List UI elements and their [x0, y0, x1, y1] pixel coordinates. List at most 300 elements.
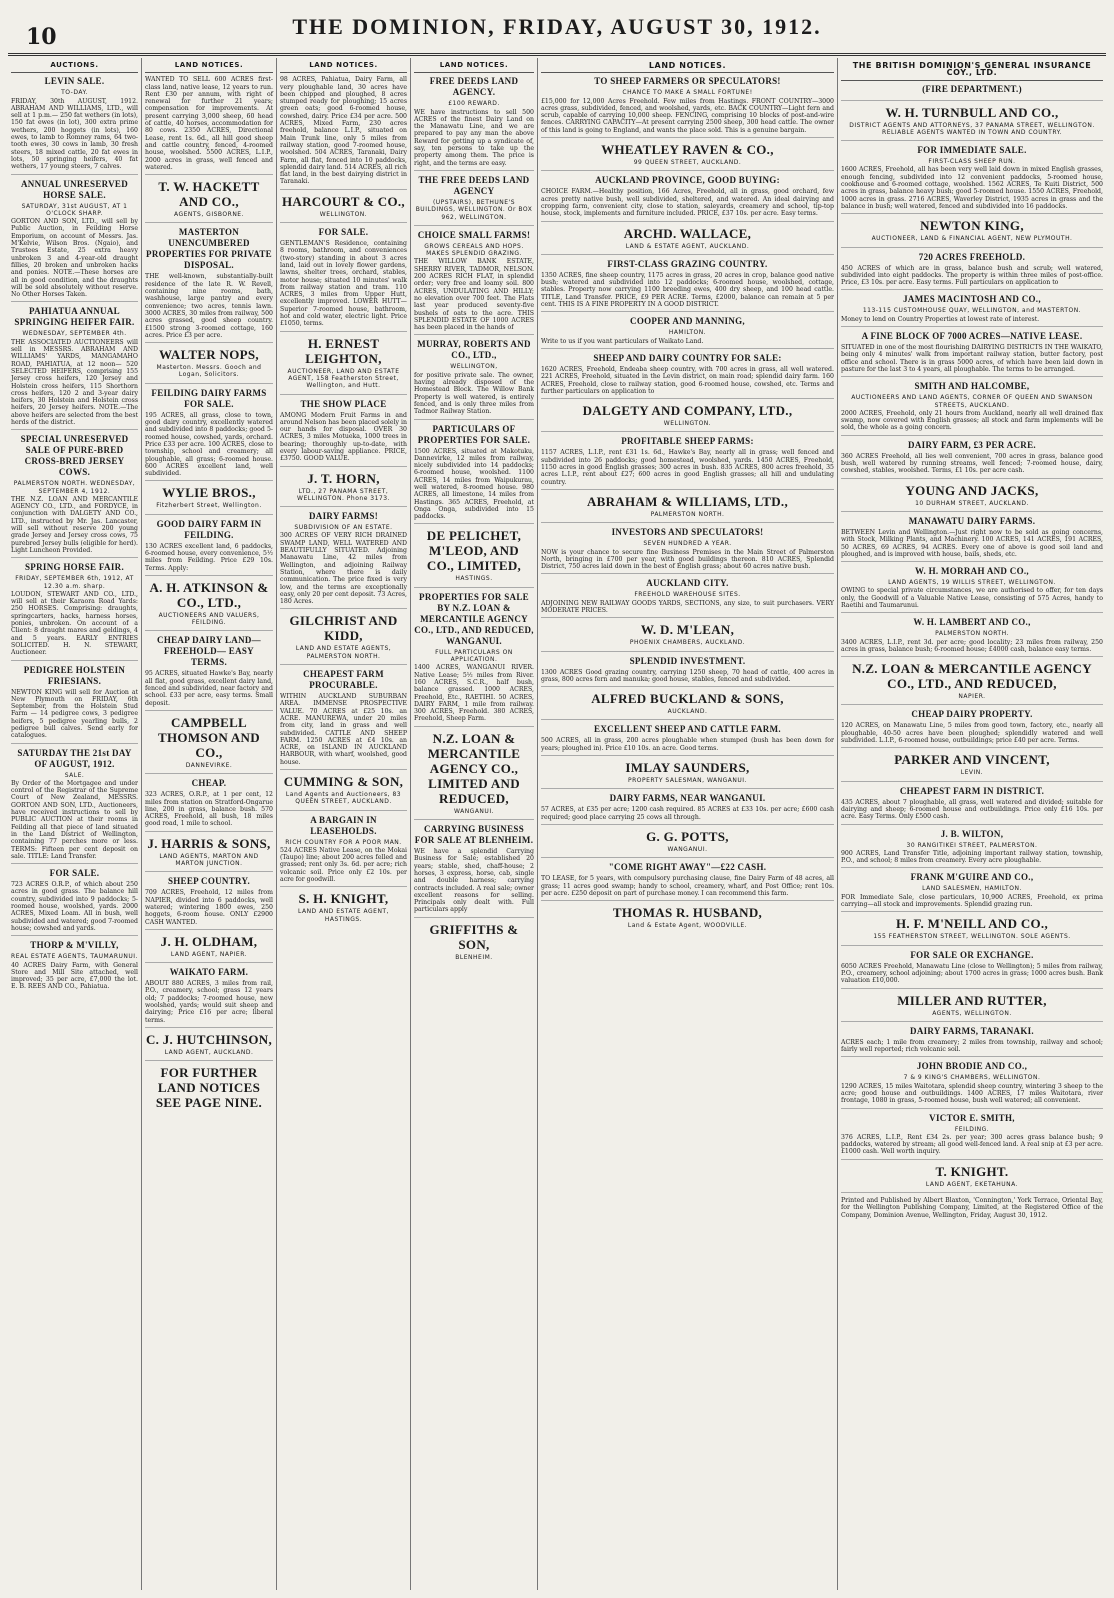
advertisement-block: [145, 1065, 273, 1115]
advertisement-title: WAIKATO FARM.: [169, 967, 249, 978]
advertisement-text: 3400 ACRES, L.I.P., rent 3d. per acre; good locality; 23 miles from railway, 250 acres in grass, balance bush; 6-roomed house; £4000 cash, balance easy terms.: [841, 638, 1103, 653]
advertisement-text: By Order of the Mortgagee and under control of the Registrar of the Supreme Court of New Zealand, MESSRS. GORTON AND SON, LTD., Auctioneers, have received instructions to sell by PUBLIC AUCTION at their rooms in Feilding all that piece of land situated in the Land District of Wellington, containing 77 perches more or less. TERMS: Fifteen per cent deposit on sale. TITLE: Land Transfer.: [11, 779, 138, 860]
advertisement-text: OWING to special private circumstances, we are authorised to offer, for ten days only, the Goodwill of a Valuable Native Lease, consisting of 575 Acres, handy to Raetihi and Taumarunui.: [841, 587, 1103, 609]
advertisement-text: GENTLEMAN'S Residence, containing 8 rooms, bathroom, and conveniences (two-story) standing in about 3 acres land, laid out in lovely flower gardens, lawns, shelter trees, orchard, stables, motor house; situated 10 minutes' walk from railway station and tram. 110 ACRES, 3 miles from Upper Hutt, excellently improved. LOWER HUTT—Superior 7-roomed house, bathroom, hot and cold water, electric light. Price £1050, terms.: [280, 240, 407, 328]
advertisement-block: [280, 511, 407, 609]
advertisement-block: [841, 872, 1103, 912]
advertisement-subtitle: DISTRICT AGENTS AND ATTORNEYS, 37 PANAMA STREET, WELLINGTON. RELIABLE AGENTS WANTED IN TOWN AND COUNTRY.: [849, 121, 1095, 136]
advertisement-block: [841, 993, 1103, 1022]
advertisement-block: [541, 862, 834, 901]
advertisement-block: [841, 786, 1103, 825]
advertisement-block: [841, 1061, 1103, 1108]
advertisement-text: 40 ACRES Dairy Farm, with General Store and Mill Site attached, well improved; 35 per acre, £7,000 the lot. E. B. REES AND CO., Pahiatua.: [11, 961, 138, 991]
advertisement-text: NEWTON KING will sell for Auction at New Plymouth on FRIDAY, 6th September, from the Holstein Stud Farm — 14 pedigree cows, 3 pedigree heifers, 5 pedigree yearling bulls, 2 pedigree bull calves. Send early for catalogues.: [11, 688, 138, 740]
advertisement-subtitle: SEVEN HUNDRED A YEAR.: [643, 540, 732, 548]
advertisement-block: [414, 824, 534, 918]
advertisement-title: FIRST-CLASS GRAZING COUNTRY.: [607, 258, 768, 269]
advertisement-subtitle: PALMERSTON NORTH.: [935, 630, 1009, 638]
advertisement-text: £15,000 for 12,000 Acres Freehold. Few miles from Hastings. FRONT COUNTRY—3000 acres grass, subdivided, fenced, and woolshed, yards, etc. BACK COUNTRY—Light fern and scrub, capable of carrying 10,000 sheep. FENCING, comprising 10 blocks of post-and-wire fences. CARRYING CAPACITY—At present carrying 2500 sheep, 300 head cattle. The owner of this land is going to England, and wants the place sold. This is a genuine bargain.: [541, 97, 834, 134]
advertisement-block: [11, 868, 138, 936]
advertisement-text: 376 ACRES, L.I.P., Rent £34 2s. per year; 300 acres grass balance bush; 9 paddocks, watered by stream; all good well-fenced land. A real snip at £3 per acre. £1000 cash. Well worth inquiry.: [841, 1133, 1103, 1156]
advertisement-block: [145, 227, 273, 343]
advertisement-block: [541, 175, 834, 221]
advertisement-text: GORTON AND SON, LTD., will sell by Public Auction, in Feilding Horse Emporium, on account of Messrs. Jas. M'Kelvie, Wilson Bros. (Ngaio), and Trustees Estate, 25 extra heavy unbroken 3 and 4-year-old draught fillies, 20 broken and unbroken hacks and ponies. NOTE.—These horses are all in good condition, and the draughts will be sold absolutely without reserve. No Other Horses Taken.: [11, 218, 138, 299]
advertisement-block: [841, 916, 1103, 945]
advertisement-title: SHEEP AND DAIRY COUNTRY FOR SALE:: [593, 352, 782, 363]
advertisement-text: 1290 ACRES, 15 miles Waitotara, splendid sheep country, wintering 3 sheep to the acre; good house and outbuildings. 1400 ACRES, 17 miles Waitotara, river frontage, 1080 in grass, 5-roomed house, bush well watered; all convenient.: [841, 1082, 1103, 1105]
advertisement-title: W. H. TURNBULL AND CO.,: [885, 104, 1059, 120]
advertisement-subtitle: 155 FEATHERSTON STREET, WELLINGTON. SOLE AGENTS.: [873, 933, 1071, 941]
advertisement-title: FRANK M'GUIRE AND CO.,: [910, 872, 1034, 883]
advertisement-block: [541, 527, 834, 574]
advertisement-text: TO LEASE, for 5 years, with compulsory purchasing clause, fine Dairy Farm of 48 acres, all grass; 11 acres good swamp; handy to school, creamery, wharf, and Post Office; rent 10s. per acre. £250 deposit on part of purchase money. I can recommend this farm.: [541, 875, 834, 897]
advertisement-title: AUCKLAND CITY.: [646, 578, 729, 589]
advertisement-text: NOW is your chance to secure fine Business Premises in the Main Street of Palmerston North, bringing in £700 per year, with good buildings thereon. 810 ACRES, Splendid District, 750 acres laid down in the best of English grass; about 60 acres native bush.: [541, 548, 834, 571]
advertisement-title: SATURDAY THE 21st DAY OF AUGUST, 1912.: [17, 747, 132, 769]
advertisement-title: CAMPBELL THOMSON AND CO.,: [158, 714, 260, 760]
advertisement-text: 709 ACRES, Freehold, 12 miles from NAPIER, divided into 6 paddocks, well watered; wintering 1800 ewes, 250 hoggets, 6-room house. ONLY £2900 CASH WANTED.: [145, 889, 273, 926]
advertisement-text: 300 ACRES OF VERY RICH DRAINED SWAMP LAND, WELL WATERED AND BEAUTIFULLY SITUATED. Adjoining Manawatu Line, 42 miles from Wellington, and adjoining Railway Station, where there is daily communication. The price fixed is very low, and the terms are exceptionally easy, only 20 per cent deposit. 73 Acres, 180 Acres.: [280, 532, 407, 606]
advertisement-subtitle: AUCTIONEER, LAND & FINANCIAL AGENT, NEW PLYMOUTH.: [871, 235, 1073, 243]
advertisement-title: MANAWATU DAIRY FARMS.: [908, 515, 1036, 526]
advertisement-subtitle: £100 REWARD.: [448, 100, 500, 108]
advertisement-block: [414, 230, 534, 336]
advertisement-title: MILLER AND RUTTER,: [897, 992, 1047, 1008]
advertisement-subtitle: 99 QUEEN STREET, AUCKLAND.: [633, 159, 742, 167]
advertisement-title: VICTOR E. SMITH,: [929, 1112, 1015, 1123]
advertisement-title: A FINE BLOCK OF 7000 ACRES—NATIVE LEASE.: [861, 331, 1083, 342]
column-heading: THE BRITISH DOMINION'S GENERAL INSURANCE COY., LTD.: [841, 60, 1103, 81]
advertisement-block: [11, 179, 138, 303]
advertisement-text: SITUATED in one of the most flourishing DAIRYING DISTRICTS IN THE WAIKATO, being only 4 minutes' walk from important railway station, butter factory, post office and school. There is in grass 5000 acres, of which have been laid down in pasture for the last 3 to 4 years, all ploughable. The terms to be arranged.: [841, 344, 1103, 373]
advertisement-text: CHOICE FARM.—Healthy position, 166 Acres, Freehold, all in grass, good orchard, few acres pretty native bush, well subdivided, sheltered, and watered. An ideal dairying and cropping farm, convenient city, close to station, saleyards, creamery and school, tip-top house, stock, implements and furniture included. PRICE, £37 10s. per acre. Easy terms.: [541, 188, 834, 218]
advertisement-block: [280, 891, 407, 927]
advertisement-block: [11, 940, 138, 993]
advertisement-subtitle: WELLINGTON.: [663, 420, 712, 428]
advertisement-text: 130 ACRES excellent land, 6 paddocks, 6-roomed house, every convenience, 5½ miles from Feilding. Price £29 10s. Terms. Apply:: [145, 542, 273, 572]
advertisement-title: SPECIAL UNRESERVED SALE OF PURE-BRED CROSS-BRED JERSEY COWS.: [20, 434, 129, 478]
advertisement-block: [541, 353, 834, 399]
advertisement-title: "COME RIGHT AWAY"—£22 CASH.: [608, 862, 767, 873]
advertisement-block: [11, 434, 138, 558]
advertisement-text: 323 ACRES, O.R.P., at 1 per cent, 12 miles from station on Stratford-Ongarue line, 200 in grass, balance bush. 570 ACRES, Freehold, all bush, 18 miles good road, 1 mile to school.: [145, 791, 273, 828]
advertisement-text: Write to us if you want particulars of Waikato Land.: [541, 337, 704, 345]
advertisement-subtitle: AUCTIONEERS AND VALUERS, FEILDING.: [158, 611, 260, 627]
advertisement-subtitle: SUBDIVISION OF AN ESTATE.: [294, 524, 393, 532]
advertisement-block: [541, 905, 834, 933]
advertisement-text: 1400 ACRES, WANGANUI RIVER. Native Lease; 5½ miles from River. 160 ACRES, S.C.R., half bush, balance grassed. 1000 ACRES, Freehold, Etc., RAETIHI. 50 ACRES, DAIRY FARM, 1 mile from railway. 300 ACRES, Freehold. 380 ACRES, Freehold, Sheep Farm.: [414, 664, 534, 723]
advertisement-subtitle: PHOENIX CHAMBERS, AUCKLAND.: [629, 639, 746, 647]
advertisement-subtitle: REAL ESTATE AGENTS, TAUMARUNUI.: [11, 953, 138, 961]
advertisement-block: [145, 179, 273, 223]
advertisement-subtitle: LAND AGENTS, MARTON AND MARTON JUNCTION.: [159, 852, 259, 868]
advertisement-title: CHOICE SMALL FARMS!: [417, 229, 531, 240]
advertisement-text: WANTED TO SELL 600 ACRES first-class land, native lease, 12 years to run. Rent £30 per annum, with right of renewal for further 21 years; compensation for improvements. At present carrying 3,000 sheep, 60 head of cattle, 40 horses, accommodation for 80 cows. 2350 ACRES, Directional Lease, rent 1s. 6d., all hill good sheep and cattle country, fenced, 4-roomed house, woolshed. 5500 ACRES, L.I.P., 2000 acres in grass, well fenced and watered.: [145, 76, 273, 171]
advertisement-block: [841, 84, 1103, 101]
advertisement-block: [145, 388, 273, 482]
advertisement-title: AUCKLAND PROVINCE, GOOD BUYING:: [595, 175, 780, 186]
advertisement-subtitle: WELLINGTON,: [450, 363, 498, 371]
advertisement-block: [841, 294, 1103, 327]
advertisement-title: N.Z. LOAN & MERCANTILE AGENCY CO., LTD., AND REDUCED,: [852, 661, 1092, 692]
advertisement-title: DALGETY AND COMPANY, LTD.,: [582, 403, 793, 419]
advertisement-text: 1500 ACRES, situated at Makotuku, Dannevirke, 12 miles from railway, nicely subdivided into 14 paddocks; 6-roomed house, woolshed. 1100 ACRES, 14 miles from Waipukurau, well watered, 8-roomed house. 980 ACRES, all limestone, 14 miles from Hastings. 365 ACRES, Freehold, at Onga Onga, subdivided into 15 paddocks.: [414, 447, 534, 521]
advertisement-subtitle: LAND AGENT, AUCKLAND.: [164, 1048, 254, 1056]
advertisement-block: [414, 592, 534, 727]
advertisement-block: [414, 175, 534, 226]
advertisement-title: JOHN BRODIE AND CO.,: [916, 1061, 1028, 1072]
advertisement-text: ADJOINING NEW RAILWAY GOODS YARDS, SECTIONS, any size, to suit purchasers. VERY MODERATE PRICES.: [541, 599, 834, 614]
advertisement-title: CARRYING BUSINESS FOR SALE AT BLENHEIM.: [414, 824, 534, 846]
advertisement-title: INVESTORS AND SPECULATORS!: [611, 527, 764, 538]
advertisement-subtitle: HAMILTON.: [668, 329, 707, 337]
advertisement-text: 1600 ACRES, Freehold, all has been very well laid down in mixed English grasses, enough fencing, subdivided into 12 convenient paddocks, 5-roomed house, cookhouse and 6-roomed cottage, woolshed. 1562 ACRES, Te Kuiti District, 500 acres in grass, balance heavy bush; good 5-roomed house. 1550 ACRES, Freehold, 1000 acres in grass. 2716 ACRES, Waverley District, 1935 acres in grass and the balance in bush; well watered, fenced and subdivided into 16 paddocks.: [841, 166, 1103, 210]
advertisement-title: EXCELLENT SHEEP AND CATTLE FARM.: [594, 724, 781, 735]
advertisement-title: WALTER NOPS,: [159, 347, 259, 363]
advertisement-title: WYLIE BROS.,: [162, 485, 256, 501]
advertisement-title: T. W. HACKETT AND CO.,: [158, 179, 260, 210]
advertisement-title: W. D. M'LEAN,: [640, 622, 735, 638]
column-heading: LAND NOTICES.: [541, 60, 834, 73]
advertisement-title: SMITH AND HALCOMBE,: [914, 381, 1030, 392]
advertisement-block: [841, 105, 1103, 142]
advertisement-block: [841, 331, 1103, 377]
advertisement-subtitle: WANGANUI.: [667, 845, 708, 853]
advertisement-block: [414, 339, 534, 419]
advertisement-title: H. F. M'NEILL AND CO.,: [895, 916, 1049, 932]
advertisement-block: [541, 724, 834, 756]
advertisement-block: [841, 829, 1103, 869]
advertisement-title: CHEAP DAIRY LAND—FREEHOLD— EASY TERMS.: [157, 635, 261, 668]
advertisement-block: [280, 76, 407, 189]
advertisement-subtitle: SATURDAY, 31st AUGUST, AT 1 O'CLOCK SHARP.: [21, 202, 128, 217]
advertisement-title: J. T. HORN,: [307, 470, 380, 486]
advertisement-block: [145, 347, 273, 384]
advertisement-title: ANNUAL UNRESERVED HORSE SALE.: [20, 178, 129, 200]
advertisement-text: 195 ACRES, all grass, close to town, good dairy country, excellently watered and subdivided into 8 paddocks; good 5-roomed house, cowshed, yards, orchard. Price £33 per acre. 100 ACRES, close to township, school and creamery; all ploughable, all grass; 6-roomed house. 600 ACRES excellent land, well subdivided.: [145, 411, 273, 478]
advertisement-title: YOUNG AND JACKS,: [905, 482, 1039, 498]
advertisement-title: IMLAY SAUNDERS,: [625, 760, 750, 776]
advertisement-subtitle: DANNEVIRKE.: [185, 761, 233, 769]
advertisement-subtitle: AGENTS, WELLINGTON.: [932, 1009, 1012, 1017]
advertisement-block: [145, 519, 273, 576]
advertisement-subtitle: LAND AGENTS, 19 WILLIS STREET, WELLINGTON.: [888, 579, 1056, 587]
advertisement-subtitle: WANGANUI.: [453, 807, 494, 815]
advertisement-text: 120 ACRES, on Manawatu Line, 5 miles from good town, factory, etc., nearly all ploughable, 40-50 acres have been ploughed; splendidly watered and well subdivided. L.I.P., 6-roomed house, outbuildings; price £40 per acre. Terms.: [841, 722, 1103, 745]
advertisement-title: THE SHOW PLACE: [300, 398, 387, 409]
advertisement-block: [145, 715, 273, 774]
advertisement-title: DAIRY FARMS, TARANAKI.: [910, 1025, 1034, 1036]
advertisement-title: ALFRED BUCKLAND & SONS,: [591, 691, 784, 707]
advertisement-subtitle: LAND SALESMEN, HAMILTON.: [922, 885, 1022, 893]
advertisement-block: [280, 815, 407, 888]
advertisement-title: GILCHRIST AND KIDD,: [289, 613, 398, 644]
advertisement-text: THE well-known, substantially-built residence of the late R. W. Revell, containing nine rooms, bath, washhouse, large pantry and every convenience; two acres, tennis lawn. 3000 ACRES, 30 miles from railway, 500 acres grassed, good sheep country. £1500 strong 3-roomed cottage, 160 acres. Price £3 per acre.: [145, 273, 273, 339]
advertisement-block: [841, 1113, 1103, 1160]
advertisement-block: [280, 194, 407, 223]
advertisement-block: [841, 617, 1103, 657]
advertisement-title: TO SHEEP FARMERS OR SPECULATORS!: [594, 76, 781, 87]
column-auctions: [8, 58, 142, 1590]
advertisement-subtitle: SALE.: [64, 771, 85, 779]
advertisement-subtitle: AUCKLAND.: [667, 708, 708, 716]
advertisement-subtitle: LEVIN.: [960, 769, 984, 777]
advertisement-subtitle: 10 DURHAM STREET, AUCKLAND.: [915, 499, 1029, 507]
advertisement-text: 723 ACRES O.R.P., of which about 250 acres in good grass. The balance hill country, subdivided into 9 paddocks; 5-roomed house, woolshed, yards. 2000 ACRES, Mixed Loam. All in bush, well subdivided and watered; good 7-roomed house; cowshed and yards.: [11, 881, 138, 932]
advertisement-text: LOUDON, STEWART AND CO., LTD., will sell at their Karaora Road Yards: 250 HORSES. Comprising: draughts, springcarters, hacks, harness horses, ponies, unbroken. On account of a Client: 8 draught mares and geldings, 4 and 5 years. EARLY ENTRIES SOLICITED. H. N. STEWART, Auctioneer.: [11, 590, 138, 657]
advertisement-block: [280, 613, 407, 665]
advertisement-title: FREE DEEDS LAND AGENCY.: [429, 76, 519, 98]
advertisement-text: 450 ACRES of which are in grass, balance bush and scrub; well watered, subdivided into eight paddocks. The property is within three miles of post-office. Price, £3 10s. per acre. Easy terms. Full particulars on application to: [841, 264, 1103, 287]
advertisement-subtitle: 7 & 9 KING'S CHAMBERS, WELLINGTON.: [903, 1074, 1041, 1082]
advertisement-block: [841, 566, 1103, 613]
column-land-notices-3: [411, 58, 538, 1590]
advertisement-subtitle: WEDNESDAY, SEPTEMBER 4th.: [22, 330, 127, 338]
advertisement-subtitle: Fitzherbert Street, Wellington.: [156, 502, 262, 510]
advertisement-text: WE have instructions to sell 500 ACRES of the finest Dairy Land on the Manawatu Line, and we are prepared to pay any man the above Reward for getting up a syndicate of, say, ten persons to take up the property among them. The price is right, and the terms are easy.: [414, 108, 534, 167]
advertisement-block: [280, 669, 407, 770]
advertisement-title: PROFITABLE SHEEP FARMS:: [621, 436, 754, 447]
advertisement-title: H. ERNEST LEIGHTON,: [305, 335, 382, 366]
advertisement-text: 1157 ACRES, L.I.P., rent £31 1s. 6d., Hawke's Bay, nearly all in grass; well fenced and subdivided into 26 paddocks; good homestead, woolshed, yards. 1450 ACRES, Freehold, 1150 acres in good English grasses; 300 acres in bush. 835 ACRES, 800 acres freehold, 35 acres L.I.P., rent about £27; 600 acres in good English grasses; all hill and undulating country.: [541, 449, 834, 486]
advertisement-title: CHEAPEST FARM PROCURABLE.: [303, 669, 384, 691]
advertisement-block: [145, 580, 273, 632]
advertisement-block: [541, 691, 834, 720]
advertisement-title: DE PELICHET, M'LEOD, AND CO., LIMITED,: [426, 528, 522, 574]
advertisement-title: NEWTON KING,: [920, 218, 1024, 234]
advertisement-block: [541, 403, 834, 432]
advertisement-title: LEVIN SALE.: [44, 76, 105, 87]
advertisement-block: [841, 516, 1103, 562]
advertisement-text: WITHIN AUCKLAND SUBURBAN AREA. IMMENSE PROSPECTIVE VALUE. 70 ACRES at £25 10s. an ACRE. MANUREWA, under 20 miles from city, land in grass and well subdivided. CATTLE AND SHEEP FARM. 1250 ACRES at £4 10s. an ACRE, on ISLAND IN AUCKLAND HARBOUR, with wharf, woolshed, good house.: [280, 693, 407, 766]
advertisement-title: CHEAPEST FARM IN DISTRICT.: [899, 785, 1045, 796]
advertisement-subtitle: RICH COUNTRY FOR A POOR MAN.: [285, 838, 402, 846]
advertisement-title: FOR SALE.: [49, 868, 100, 879]
advertisement-title: DAIRY FARMS, NEAR WANGANUI.: [609, 793, 766, 804]
advertisement-block: [541, 76, 834, 138]
advertisement-text: 524 ACRES Native Lease, on the Mokai (Taupo) line; about 200 acres felled and grassed; rent only 3s. 6d. per acre; rich volcanic soil. Price only £2 10s. per acre for goodwill.: [280, 846, 407, 884]
advertisement-title: PARKER AND VINCENT,: [894, 752, 1050, 768]
advertisement-title: A. H. ATKINSON & CO., LTD.,: [149, 579, 269, 610]
advertisement-text: 57 ACRES, at £35 per acre; 1200 cash required. 85 ACRES at £33 10s. per acre; £600 cash required; good place carrying 25 cows all through.: [541, 806, 834, 821]
advertisement-text: 1350 ACRES, fine sheep country, 1175 acres in grass, 20 acres in crop, balance good native bush; watered and subdivided into 12 paddocks; 6-roomed house, woolshed, cottage, stables. Property now carrying 1100 breeding ewes, 400 dry sheep, and 100 head cattle. TITLE, Land Transfer. PRICE, £9 PER ACRE. Terms, £2000, balance can remain at 5 per cent. THIS IS A FINE PROPERTY IN A GOOD DISTRICT.: [541, 271, 834, 309]
advertisement-block: [841, 440, 1103, 479]
advertisement-subtitle: Masterton. Messrs. Gooch and Logan, Solicitors.: [156, 364, 262, 379]
column-land-notices-2: [277, 58, 411, 1590]
advertisement-block: [541, 494, 834, 523]
advertisement-block: [841, 950, 1103, 989]
advertisement-subtitle: TO-DAY.: [61, 89, 88, 97]
advertisement-text: THE N.Z. LOAN AND MERCANTILE AGENCY CO., LTD., and FORDYCE, in conjunction with DALGETY AND CO., LTD., instructed by Mr. Jas. Lancaster, will sell without reserve 200 young grade Jersey and Jersey cross cows, 75 purebred Jersey bulls (eligible for herd). Light Luncheon Provided.: [11, 495, 138, 554]
column-heading: LAND NOTICES.: [145, 60, 273, 73]
columns-container: [8, 58, 1106, 1590]
advertisement-text: FOR Immediate Sale, close particulars, 10,900 ACRES, Freehold, ex prima carrying—all stock and improvements. Splendid grazing run.: [841, 893, 1103, 909]
advertisement-title: GRIFFITHS & SON,: [429, 921, 519, 952]
advertisement-block: [280, 399, 407, 467]
advertisement-block: [414, 528, 534, 587]
advertisement-text: THE WILLOW BANK ESTATE, SHERRY RIVER, TADMOR, NELSON. 200 ACRES RICH FLAT, in splendid order; very free and loamy soil. 800 ACRES, UNDULATING AND HILLY; no elevation over 700 feet. The Flats last year produced seventy-five bushels of oats to the acre. THIS SPLENDID ESTATE OF 1000 ACRES has been placed in the hands of: [414, 258, 534, 332]
advertisement-block: [145, 635, 273, 710]
advertisement-block: [841, 709, 1103, 748]
advertisement-block: [11, 306, 138, 430]
advertisement-title: G. G. POTTS,: [646, 828, 729, 844]
advertisement-text: 435 ACRES, about 7 ploughable, all grass, well watered and divided; suitable for dairying and sheep; 6-roomed house and outbuildings. Price only £16 10s. per acre. Easy Terms. Only £500 cash.: [841, 798, 1103, 821]
advertisement-block: [414, 731, 534, 820]
advertisement-block: [541, 259, 834, 312]
advertisement-text: ACRES each; 1 mile from creamery; 2 miles from township, railway and school; fairly well reported; rich volcanic soil.: [841, 1038, 1103, 1054]
advertisement-block: [145, 876, 273, 929]
advertisement-subtitle: LTD., 27 PANAMA STREET, WELLINGTON. Phone 3173.: [297, 487, 390, 502]
advertisement-title: DAIRY FARMS!: [308, 511, 379, 522]
advertisement-text: BETWEEN Levin and Wellington.—Just right now to be sold as going concerns, with Stock, Milking Plants, and Machinery. 100 ACRES, 141 ACRES, 191 ACRES, 50 ACRES, 69 ACRES, 94 ACRES. Every one of above is good soil land and ploughed, and is improved with house, bails, sheds, etc.: [841, 528, 1103, 558]
advertisement-subtitle: PALMERSTON NORTH. WEDNESDAY, SEPTEMBER 4, 1912.: [13, 480, 136, 495]
advertisement-text: 1300 ACRES Good grazing country, carrying 1250 sheep, 70 head of cattle, 400 acres in grass, 800 acres fern and manuka; good house, stables, fenced and subdivided.: [541, 668, 834, 683]
advertisement-subtitle: Land Agents and Auctioneers, 83 QUEEN STREET, AUCKLAND.: [285, 791, 402, 806]
advertisement-title: FOR SALE OR EXCHANGE.: [910, 949, 1034, 960]
advertisement-title: W. H. MORRAH AND CO.,: [915, 566, 1029, 577]
advertisement-subtitle: FEILDING.: [954, 1125, 990, 1133]
advertisement-block: [841, 381, 1103, 435]
advertisement-subtitle: AGENTS, GISBORNE.: [173, 211, 245, 219]
page-number: 10: [26, 24, 57, 50]
advertisement-block: [841, 252, 1103, 291]
advertisement-block: [541, 656, 834, 688]
advertisement-subtitle: LAND AND ESTATE AGENTS, PALMERSTON NORTH.: [295, 645, 392, 660]
advertisement-title: (FIRE DEPARTMENT.): [922, 83, 1022, 94]
advertisement-block: [145, 836, 273, 873]
advertisement-text: Printed and Published by Albert Blaxton, 'Connington,' York Terrace, Oriental Bay, for the Wellington Publishing Company, Limited, at the Registered Office of the Company, Dominion Avenue, Wellington, Friday, August 30, 1912.: [841, 1197, 1103, 1219]
advertisement-subtitle: CHANCE TO MAKE A SMALL FORTUNE!: [622, 89, 753, 97]
advertisement-subtitle: AUCTIONEER, LAND AND ESTATE AGENT, 158 Featherston Street, Wellington, and Hutt.: [287, 367, 400, 390]
advertisement-block: [841, 661, 1103, 705]
advertisement-title: PEDIGREE HOLSTEIN FRIESIANS.: [23, 664, 126, 686]
advertisement-title: CHEAP DAIRY PROPERTY.: [911, 709, 1033, 720]
advertisement-block: [145, 778, 273, 831]
advertisement-block: [541, 578, 834, 618]
advertisement-subtitle: PALMERSTON NORTH.: [650, 510, 725, 518]
advertisement-block: [145, 485, 273, 514]
advertisement-block: [541, 760, 834, 789]
advertisement-text: 6050 ACRES Freehold, Manawatu Line (close to Wellington); 5 miles from railway, P.O., creamery, school adjoining; about 1700 acres in grass; 1000 acres bush. Bank valuation £10,000.: [841, 962, 1103, 985]
column-land-notices-4: [538, 58, 838, 1590]
advertisement-block: [541, 142, 834, 171]
advertisement-title: FOR IMMEDIATE SALE.: [917, 145, 1027, 156]
advertisement-subtitle: Land & Estate Agent, WOODVILLE.: [627, 922, 748, 930]
advertisement-title: J. H. OLDHAM,: [160, 933, 258, 949]
advertisement-subtitle: GROWS CEREALS AND HOPS. MAKES SPLENDID GRAZING.: [424, 242, 524, 258]
advertisement-title: WHEATLEY RAVEN & CO.,: [601, 142, 774, 158]
advertisement-title: THE FREE DEEDS LAND AGENCY: [418, 174, 530, 196]
advertisement-text: 2000 ACRES, Freehold, only 21 hours from Auckland, nearly all well drained flax swamp, now covered with English grasses; all stock and farm implements will be sold, the whole as a going concern.: [841, 409, 1103, 432]
advertisement-block: [841, 1164, 1103, 1193]
advertisement-text: THE ASSOCIATED AUCTIONEERS will sell in MESSRS. ABRAHAM AND WILLIAMS' YARDS, MANGAMAHO ROAD, PAHIATUA, at 12 noon— 520 SELECTED HEIFERS, comprising 155 Jersey cross heifers, 120 Jersey and Holstein cross heifers, 115 Shorthorn cross heifers, 120 2 and 3-year dairy heifers, 30 Holstein and Holstein cross heifers, 20 Jersey heifers. NOTE.—The above heifers are selected from the best herds of the district.: [11, 338, 138, 426]
advertisement-block: [280, 471, 407, 508]
advertisement-text: for positive private sale. The owner, having already disposed of the Homestead Block. The Willow Bank Property is well watered, is entirely fenced, and is only three miles from Tadmor Railway Station.: [414, 371, 534, 416]
advertisement-text: AMONG Modern Fruit Farms in and around Nelson has been placed solely in our hands for disposal. OVER 30 ACRES, 3 miles Motueka, 1000 trees in bearing; thoroughly up-to-date, with every labour-saving appliance. PRICE, £3750. GOOD VALUE.: [280, 411, 407, 463]
advertisement-block: [541, 829, 834, 858]
advertisement-title: HARCOURT & CO.,: [282, 193, 405, 209]
advertisement-title: PAHIATUA ANNUAL SPRINGING HEIFER FAIR.: [14, 306, 135, 328]
advertisement-title: PROPERTIES FOR SALE BY N.Z. LOAN & MERCANTILE AGENCY CO., LTD., AND REDUCED, WANGANUI.: [414, 591, 534, 646]
column-heading: LAND NOTICES.: [280, 60, 407, 73]
advertisement-title: CUMMING & SON,: [283, 774, 404, 789]
advertisement-title: MASTERTON UNENCUMBERED PROPERTIES FOR PRIVATE DISPOSAL.: [146, 227, 272, 271]
advertisement-title: SPRING HORSE FAIR.: [25, 562, 124, 573]
advertisement-text: 1620 ACRES, Freehold, Endeaba sheep country, with 700 acres in grass, all well watered. 221 ACRES, Freehold, situated in the Levin district, on main road; splendid dairy farm. 160 ACRES, Freehold, close to railway station, good 6-roomed house, cowshed, etc. Terms and further particulars on application to: [541, 365, 834, 395]
advertisement-block: [11, 665, 138, 744]
advertisement-subtitle: FRIDAY, SEPTEMBER 6th, 1912, AT 12.30 a.m. sharp.: [15, 575, 134, 590]
advertisement-block: [541, 226, 834, 255]
advertisement-title: MURRAY, ROBERTS AND CO., LTD.,: [417, 339, 531, 361]
advertisement-block: [280, 774, 407, 811]
advertisement-block: [145, 967, 273, 1028]
advertisement-block: [841, 483, 1103, 512]
newspaper-title: THE DOMINION, FRIDAY, AUGUST 30, 1912.: [292, 13, 822, 39]
advertisement-text: 95 ACRES, situated Hawke's Bay, nearly all flat, good grass, excellent dairy land, fenced and subdivided, near factory and school. £33 per acre, easy terms. Small deposit.: [145, 670, 273, 707]
advertisement-subtitle: (UPSTAIRS), BETHUNE'S BUILDINGS, WELLINGTON. Or BOX 962, WELLINGTON.: [415, 198, 533, 221]
advertisement-title: ARCHD. WALLACE,: [623, 225, 752, 241]
advertisement-title: COOPER AND MANNING,: [630, 316, 745, 327]
advertisement-subtitle: HASTINGS.: [455, 575, 493, 583]
advertisement-block: [11, 76, 138, 174]
advertisement-subtitle: PROPERTY SALESMAN, WANGANUI.: [628, 777, 747, 785]
advertisement-subtitle: NAPIER.: [958, 693, 986, 701]
advertisement-subtitle: FIRST-CLASS SHEEP RUN.: [928, 158, 1016, 166]
advertisement-title: SHEEP COUNTRY.: [167, 876, 251, 887]
advertisement-block: [841, 1026, 1103, 1058]
advertisement-text: 500 ACRES, all in grass, 200 acres ploughable when stumped (bush has been down for years; ploughed in). Price £10 10s. an acre. Good terms.: [541, 737, 834, 752]
advertisement-subtitle: 113-115 CUSTOMHOUSE QUAY, WELLINGTON, and MASTERTON.: [862, 307, 1082, 315]
advertisement-title: N.Z. LOAN & MERCANTILE AGENCY CO., LIMITED AND REDUCED,: [427, 730, 521, 806]
advertisement-block: [11, 562, 138, 660]
column-land-notices-1: [142, 58, 277, 1590]
advertisement-block: [841, 752, 1103, 781]
advertisement-subtitle: FREEHOLD WAREHOUSE SITES.: [634, 591, 741, 599]
advertisement-block: [841, 218, 1103, 247]
advertisement-block: [541, 793, 834, 825]
advertisement-title: FOR SALE.: [318, 227, 369, 238]
advertisement-text: Money to lend on Country Properties at lowest rate of interest.: [841, 315, 1040, 323]
advertisement-title: T. KNIGHT.: [935, 1163, 1009, 1179]
advertisement-title: S. H. KNIGHT,: [298, 891, 389, 907]
advertisement-subtitle: AUCTIONEERS AND LAND AGENTS, CORNER OF QUEEN AND SWANSON STREETS, AUCKLAND.: [851, 394, 1093, 409]
advertisement-block: [414, 922, 534, 965]
advertisement-block: [11, 748, 138, 865]
advertisement-block: [145, 76, 273, 175]
advertisement-block: [280, 227, 407, 332]
advertisement-block: [280, 336, 407, 395]
advertisement-text: FRIDAY, 30th AUGUST, 1912. ABRAHAM AND WILLIAMS, LTD., will sell at 1 p.m.— 250 fat wethers (in lots), 150 fat ewes (in lot), 300 extra prime wethers, 200 hoggets (in lots), 160 ewes, to lamb to Romney rams, 64 two-tooth ewes, 30 cows in lamb, 30 fresh steers, 18 mixed cattle, 20 fat ewes in lots, 50 springing heifers, 40 fat wethers, 17 young steers, 7 calves.: [11, 97, 138, 171]
advertisement-title: FEILDING DAIRY FARMS FOR SALE.: [151, 387, 267, 409]
advertisement-subtitle: LAND AND ESTATE AGENT, HASTINGS.: [297, 908, 390, 923]
column-insurance: [838, 58, 1106, 1590]
advertisement-subtitle: LAND & ESTATE AGENT, AUCKLAND.: [625, 242, 750, 250]
advertisement-title: DAIRY FARM, £3 PER ACRE.: [908, 439, 1036, 450]
column-heading: LAND NOTICES.: [414, 60, 534, 73]
advertisement-title: ABRAHAM & WILLIAMS, LTD.,: [586, 493, 789, 509]
advertisement-block: [541, 316, 834, 349]
advertisement-block: [145, 1032, 273, 1061]
advertisement-block: [841, 145, 1103, 214]
advertisement-text: 900 ACRES, Land Transfer Title, adjoining important railway station, township, P.O., and school; 8 miles from creamery. Every acre ploughable.: [841, 849, 1103, 865]
advertisement-block: [414, 76, 534, 171]
advertisement-block: [414, 424, 534, 525]
advertisement-title: C. J. HUTCHINSON,: [145, 1031, 273, 1047]
advertisement-title: A BARGAIN IN LEASEHOLDS.: [310, 814, 377, 836]
advertisement-title: GOOD DAIRY FARM IN FEILDING.: [156, 518, 262, 540]
advertisement-title: J. B. WILTON,: [940, 828, 1004, 839]
advertisement-title: CHEAP.: [191, 778, 227, 789]
